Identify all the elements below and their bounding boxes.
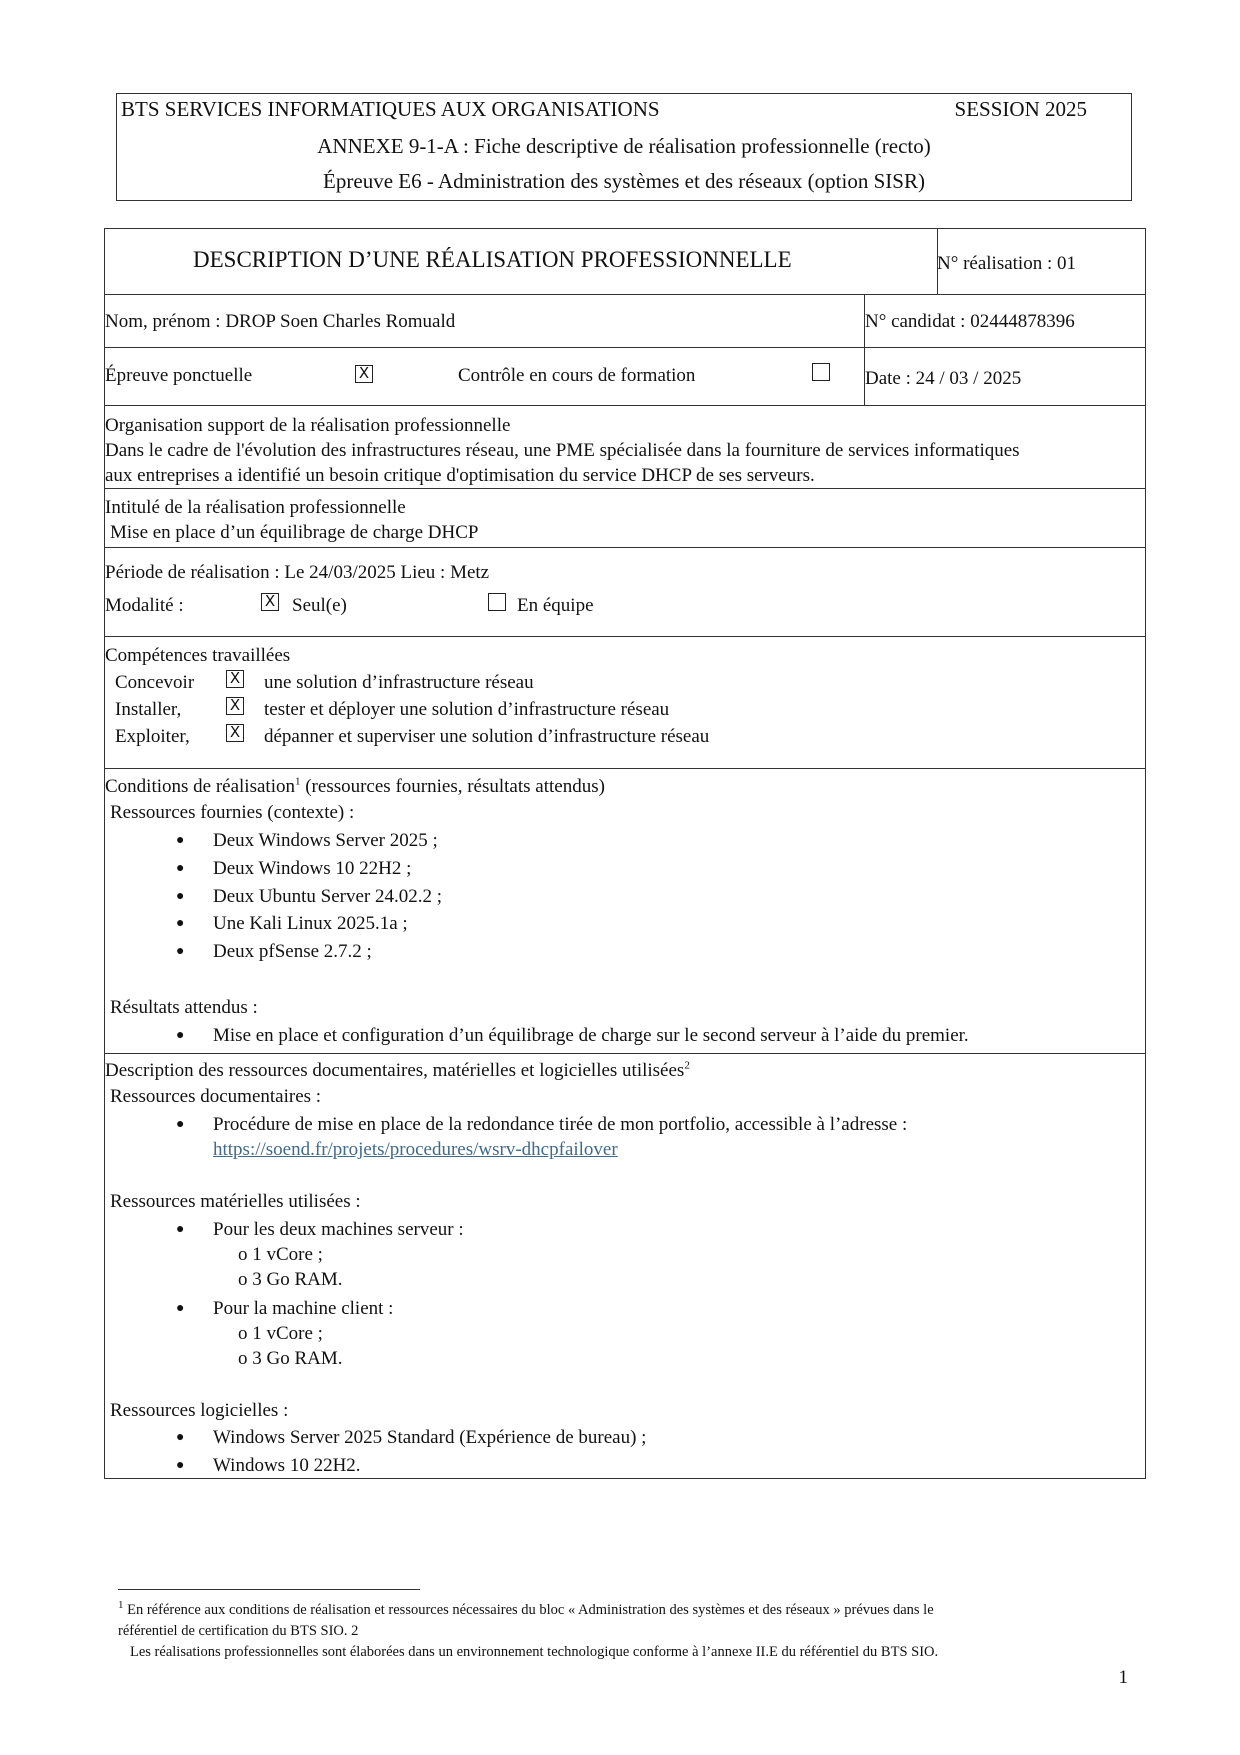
row-divider — [105, 294, 1145, 295]
candidate-name: Nom, prénom : DROP Soen Charles Romuald — [105, 311, 456, 332]
competence-text: dépanner et superviser une solution d’infrastructure réseau — [264, 726, 710, 747]
competence-text: tester et déployer une solution d’infrastructure réseau — [264, 699, 670, 720]
list-item: Windows 10 22H2. — [213, 1455, 361, 1476]
row-divider — [105, 768, 1145, 769]
footnote-ref-1: 1 — [294, 775, 301, 788]
equipe-label: En équipe — [517, 595, 594, 616]
bullet: ● — [176, 1222, 185, 1237]
row-divider — [105, 347, 1145, 348]
ccf-checkbox[interactable] — [812, 363, 830, 381]
description-heading: Description des ressources documentaires, matérielles et logicielles utilisées$^2$ — [105, 1059, 690, 1081]
ressources-fournies-label: Ressources fournies (contexte) : — [110, 802, 355, 823]
bullet: ● — [176, 1028, 185, 1043]
materiel-label: Ressources matérielles utilisées : — [110, 1191, 361, 1212]
intitule-heading: Intitulé de la réalisation professionnelle — [105, 497, 406, 518]
ponctuelle-checkbox[interactable]: X — [355, 365, 373, 383]
realisation-number: N° réalisation : 01 — [937, 253, 1076, 274]
footnote-2: Les réalisations professionnelles sont élaborées dans un environnement technologique conforme à l’annexe II.E du référentiel du BTS SIO. — [130, 1644, 939, 1660]
bullet: ● — [176, 861, 185, 876]
bullet: ● — [176, 1117, 185, 1132]
bullet: ● — [176, 1301, 185, 1316]
list-item: Windows Server 2025 Standard (Expérience de bureau) ; — [213, 1427, 647, 1448]
session-label: SESSION 2025 — [954, 97, 1087, 121]
list-item: Mise en place et configuration d’un équilibrage de charge sur le second serveur à l’aide du premier. — [213, 1025, 969, 1046]
bullet: ● — [176, 889, 185, 904]
sub-item: o 3 Go RAM. — [238, 1348, 343, 1369]
equipe-checkbox[interactable] — [488, 593, 506, 611]
list-item: Une Kali Linux 2025.1a ; — [213, 913, 408, 934]
seul-label: Seul(e) — [292, 595, 347, 616]
footnote-ref-2: 2 — [684, 1059, 690, 1072]
competence-checkbox[interactable]: X — [226, 697, 244, 715]
annex-title: ANNEXE 9-1-A : Fiche descriptive de réalisation professionnelle (recto) — [317, 134, 931, 158]
resultats-label: Résultats attendus : — [110, 997, 258, 1018]
row-divider — [105, 405, 1145, 406]
ponctuelle-label: Épreuve ponctuelle — [105, 365, 253, 386]
bullet: ● — [176, 833, 185, 848]
row-divider — [105, 488, 1145, 489]
competences-heading: Compétences travaillées — [105, 645, 291, 666]
bullet: ● — [176, 944, 185, 959]
conditions-heading: Conditions de réalisation$^1$ (ressources fournies, résultats attendus) — [105, 775, 605, 797]
organisation-text-1: Dans le cadre de l'évolution des infrastructures réseau, une PME spécialisée dans la fourniture de services informatiques — [105, 440, 1020, 461]
row-divider — [105, 547, 1145, 548]
sub-item: o 3 Go RAM. — [238, 1269, 343, 1290]
list-item: Deux Ubuntu Server 24.02.2 ; — [213, 886, 443, 907]
organisation-heading: Organisation support de la réalisation professionnelle — [105, 415, 511, 436]
periode-text: Période de réalisation : Le 24/03/2025 Lieu : Metz — [105, 562, 490, 583]
list-item: Pour les deux machines serveur : — [213, 1219, 464, 1240]
modalite-label: Modalité : — [105, 595, 184, 616]
form-title: DESCRIPTION D’UNE RÉALISATION PROFESSIONNELLE — [193, 247, 792, 272]
list-item: Deux Windows Server 2025 ; — [213, 830, 438, 851]
footnote-1: $^1$ En référence aux conditions de réalisation et ressources nécessaires du bloc « Administration des systèmes et des réseaux » prévues dans le — [118, 1599, 934, 1618]
ccf-label: Contrôle en cours de formation — [458, 365, 696, 386]
sub-item: o 1 vCore ; — [238, 1323, 323, 1344]
exam-title: Épreuve E6 - Administration des systèmes et des réseaux (option SISR) — [323, 169, 925, 193]
competence-verb: Concevoir — [115, 672, 195, 693]
list-item: Deux Windows 10 22H2 ; — [213, 858, 412, 879]
competence-verb: Exploiter, — [115, 726, 190, 747]
bullet: ● — [176, 916, 185, 931]
list-item: Pour la machine client : — [213, 1298, 394, 1319]
doc-label: Ressources documentaires : — [110, 1086, 322, 1107]
bullet: ● — [176, 1430, 185, 1445]
competence-checkbox[interactable]: X — [226, 670, 244, 688]
row-divider — [105, 1053, 1145, 1054]
row-divider — [105, 636, 1145, 637]
portfolio-link[interactable]: https://soend.fr/projets/procedures/wsrv-dhcpfailover — [213, 1139, 618, 1160]
list-item: Procédure de mise en place de la redondance tirée de mon portfolio, accessible à l’adresse : — [213, 1114, 908, 1135]
program-title: BTS SERVICES INFORMATIQUES AUX ORGANISATIONS — [121, 97, 660, 121]
realisation-form — [104, 228, 1146, 1479]
seul-checkbox[interactable]: X — [261, 593, 279, 611]
sub-item: o 1 vCore ; — [238, 1244, 323, 1265]
organisation-text-2: aux entreprises a identifié un besoin critique d'optimisation du service DHCP de ses serveurs. — [105, 465, 815, 486]
exam-date: Date : 24 / 03 / 2025 — [865, 368, 1022, 389]
list-item: Deux pfSense 2.7.2 ; — [213, 941, 372, 962]
page-number: 1 — [1118, 1667, 1128, 1688]
competence-text: une solution d’infrastructure réseau — [264, 672, 534, 693]
intitule-text: Mise en place d’un équilibrage de charge DHCP — [110, 522, 479, 543]
footnote-separator — [118, 1589, 420, 1590]
competence-verb: Installer, — [115, 699, 182, 720]
bullet: ● — [176, 1458, 185, 1473]
logiciel-label: Ressources logicielles : — [110, 1400, 289, 1421]
exam-header — [116, 93, 1132, 201]
competence-checkbox[interactable]: X — [226, 724, 244, 742]
footnote-1-cont: référentiel de certification du BTS SIO. 2 — [118, 1623, 359, 1639]
candidate-number: N° candidat : 02444878396 — [865, 311, 1075, 332]
